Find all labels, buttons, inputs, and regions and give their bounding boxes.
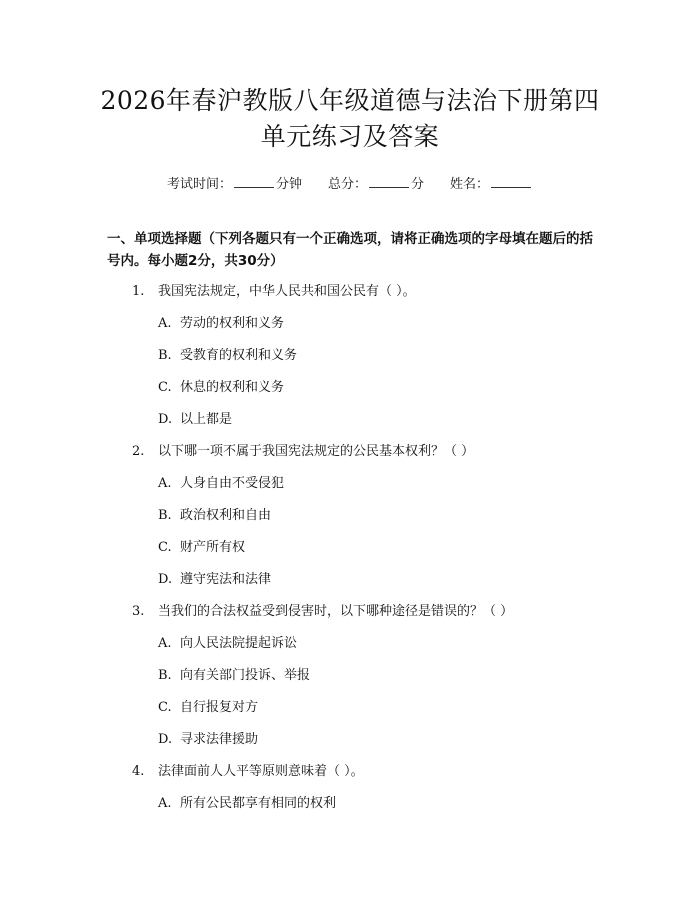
option-letter: D. xyxy=(158,412,173,427)
total-score xyxy=(328,173,424,192)
option-text: 劳动的权利和义务 xyxy=(180,316,285,331)
name-blank[interactable] xyxy=(491,175,531,188)
option-letter: B. xyxy=(158,668,172,683)
option-letter: A. xyxy=(158,636,172,651)
title-line-1: 2026年春沪教版八年级道德与法治下册第四 xyxy=(100,86,600,115)
score-unit: 分 xyxy=(411,177,425,192)
option-letter: B. xyxy=(158,508,172,523)
option-text: 寻求法律援助 xyxy=(180,732,259,747)
option-text: 所有公民都享有相同的权利 xyxy=(180,796,337,811)
title-line-2: 单元练习及答案 xyxy=(260,122,440,151)
page-title xyxy=(0,0,700,155)
option-text: 遵守宪法和法律 xyxy=(180,572,272,587)
question-text: 我国宪法规定，中华人民共和国公民有（ ）。 xyxy=(158,284,416,299)
option-2a[interactable] xyxy=(158,475,284,493)
option-2d[interactable] xyxy=(158,571,271,589)
option-text: 财产所有权 xyxy=(180,540,246,555)
question-number: 3. xyxy=(132,604,145,619)
question-3 xyxy=(132,603,513,621)
option-text: 政治权利和自由 xyxy=(180,508,272,523)
option-1d[interactable] xyxy=(158,411,232,429)
option-text: 以上都是 xyxy=(180,412,233,427)
option-letter: A. xyxy=(158,476,172,491)
section-heading: 一、单项选择题（下列各题只有一个正确选项，请将正确选项的字母填在题后的括号内。每小题2分，共30分） xyxy=(107,231,593,269)
option-3b[interactable] xyxy=(158,667,310,685)
question-number: 1. xyxy=(132,284,145,299)
option-text: 向人民法院提起诉讼 xyxy=(180,636,298,651)
score-label: 总分： xyxy=(327,177,367,192)
option-letter: C. xyxy=(158,700,172,715)
question-number: 4. xyxy=(132,764,145,779)
option-letter: A. xyxy=(158,796,172,811)
option-text: 休息的权利和义务 xyxy=(180,380,285,395)
question-1 xyxy=(132,283,416,301)
option-1a[interactable] xyxy=(158,315,284,333)
question-4 xyxy=(132,763,364,781)
option-1c[interactable] xyxy=(158,379,284,397)
question-text: 当我们的合法权益受到侵害时，以下哪种途径是错误的？（ ） xyxy=(158,604,514,619)
option-3d[interactable] xyxy=(158,731,258,749)
question-number: 2. xyxy=(132,444,145,459)
option-letter: C. xyxy=(158,540,172,555)
option-letter: B. xyxy=(158,348,172,363)
option-text: 受教育的权利和义务 xyxy=(180,348,298,363)
option-text: 人身自由不受侵犯 xyxy=(180,476,285,491)
student-name xyxy=(450,173,533,192)
time-blank[interactable] xyxy=(234,175,274,188)
option-3a[interactable] xyxy=(158,635,297,653)
option-letter: D. xyxy=(158,732,173,747)
score-blank[interactable] xyxy=(369,175,409,188)
exam-time xyxy=(167,173,302,192)
question-2 xyxy=(132,443,474,461)
name-label: 姓名： xyxy=(450,177,490,192)
option-2c[interactable] xyxy=(158,539,245,557)
option-letter: D. xyxy=(158,572,173,587)
exam-meta xyxy=(0,173,700,192)
question-text: 法律面前人人平等原则意味着（ ）。 xyxy=(158,764,364,779)
option-text: 向有关部门投诉、举报 xyxy=(180,668,311,683)
question-text: 以下哪一项不属于我国宪法规定的公民基本权利？（ ） xyxy=(158,444,475,459)
option-2b[interactable] xyxy=(158,507,271,525)
option-text: 自行报复对方 xyxy=(180,700,259,715)
option-letter: A. xyxy=(158,316,172,331)
option-1b[interactable] xyxy=(158,347,297,365)
time-label: 考试时间： xyxy=(166,177,232,192)
option-3c[interactable] xyxy=(158,699,258,717)
option-4a[interactable] xyxy=(158,795,336,813)
option-letter: C. xyxy=(158,380,172,395)
time-unit: 分钟 xyxy=(275,177,302,192)
